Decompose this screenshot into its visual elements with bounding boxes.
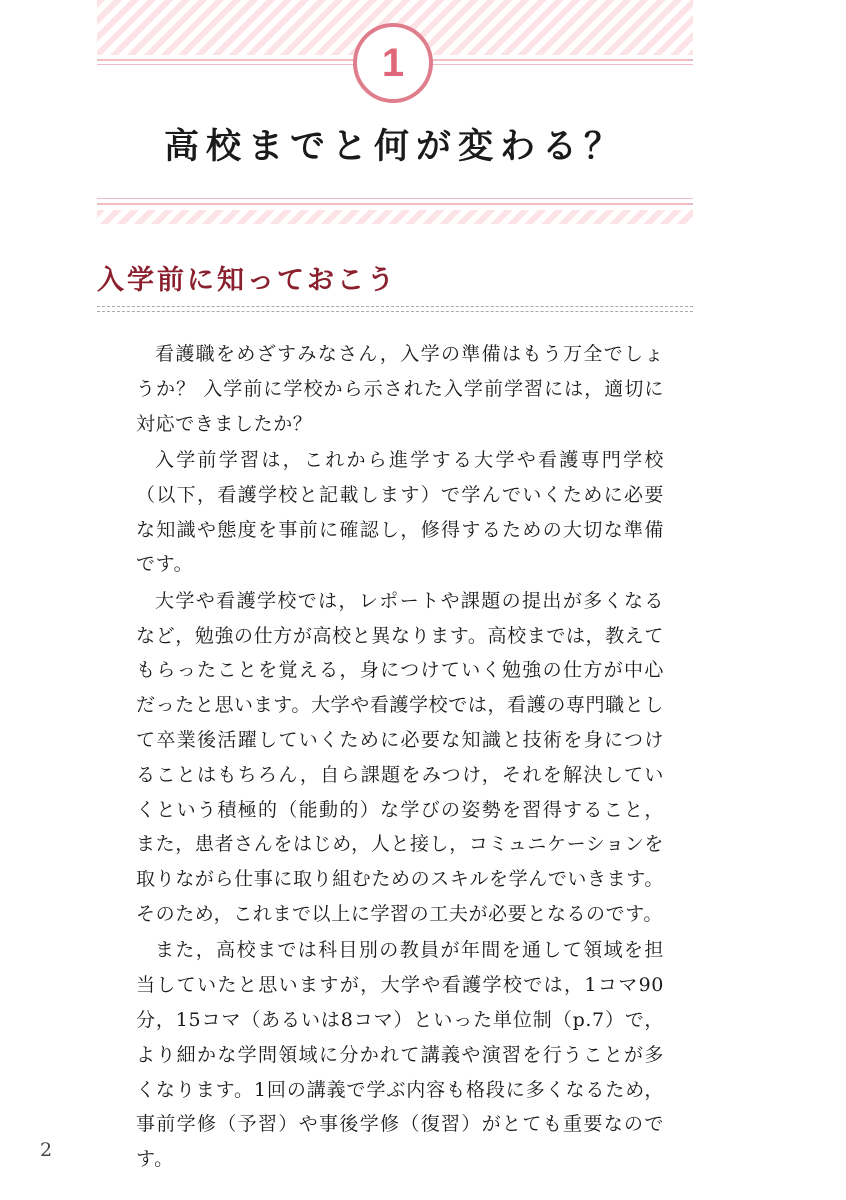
page-number: 2 bbox=[40, 1139, 53, 1161]
paragraph: 大学や看護学校では，レポートや課題の提出が多くなるなど，勉強の仕方が高校と異なります。高校までは，教えてもらったことを覚える，身につけていく勉強の仕方が中心だったと思います。大学や看護学校では，看護の専門職として卒業後活躍していくために必要な知識と技術を身につけることはもちろん，自ら課題をみつけ，それを解決していくという積極的（能動的）な学びの姿勢を習得すること，また，患者さんをはじめ，人と接し，コミュニケーションを取りながら仕事に取り組むためのスキルを学んでいきます。そのため，これまで以上に学習の工夫が必要となるのです。 bbox=[136, 589, 664, 925]
chapter-header bbox=[97, 0, 693, 228]
paragraph: 看護職をめざすみなさん，入学の準備はもう万全でしょうか？ 入学前に学校から示された入学前学習には，適切に対応できましたか？ bbox=[136, 343, 664, 435]
chapter-number-badge bbox=[353, 23, 433, 103]
dashed-divider-second bbox=[97, 311, 693, 312]
dashed-divider bbox=[97, 306, 693, 307]
decorative-stripe-bottom bbox=[97, 210, 693, 224]
header-rule-thin-bottom bbox=[97, 198, 693, 199]
chapter-title: 高校までと何が変わる？ bbox=[163, 127, 626, 167]
paragraph: 入学前学習は，これから進学する大学や看護専門学校（以下，看護学校と記載します）で学んでいくために必要な知識や態度を事前に確認し，修得するための大切な準備です。 bbox=[136, 448, 664, 576]
chapter-number: 1 bbox=[381, 41, 405, 85]
header-rule-bottom bbox=[97, 203, 693, 205]
body-text bbox=[136, 337, 664, 1179]
section-heading: 入学前に知っておこう bbox=[97, 265, 397, 296]
paragraph: また，高校までは科目別の教員が年間を通して領域を担当していたと思いますが，大学や看護学校では，1コマ90分，15コマ（あるいは8コマ）といった単位制（p.7）で，より細かな学問領域に分かれて講義や演習を行うことが多くなります。1回の講義で学ぶ内容も格段に多くなるため，事前学修（予習）や事後学修（復習）がとても重要なのです。 bbox=[136, 939, 664, 1171]
